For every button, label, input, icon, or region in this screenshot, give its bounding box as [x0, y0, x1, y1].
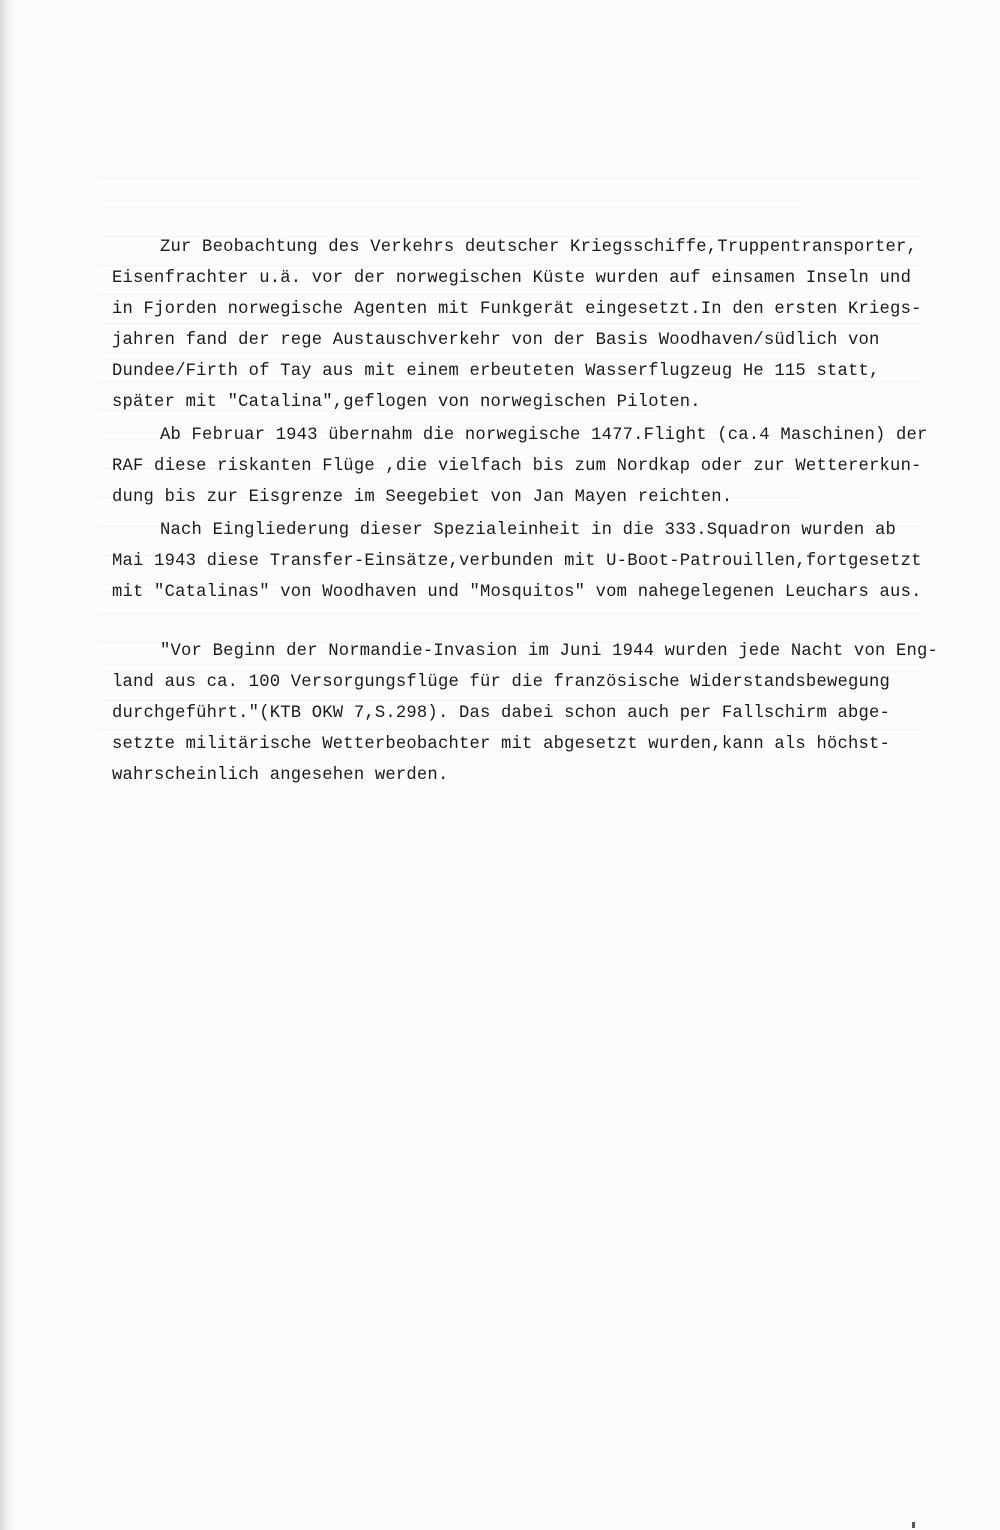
text-line: wahrscheinlich angesehen werden.: [112, 766, 449, 785]
text-line: Nach Eingliederung dieser Spezialeinheit in die 333.Squadron wurden ab: [160, 521, 896, 540]
paragraph-1: [112, 232, 982, 418]
text-line: später mit "Catalina",geflogen von norwegischen Piloten.: [112, 393, 701, 412]
text-line: dung bis zur Eisgrenze im Seegebiet von Jan Mayen reichten.: [112, 488, 733, 507]
text-line: "Vor Beginn der Normandie-Invasion im Juni 1944 wurden jede Nacht von Eng-: [160, 642, 939, 661]
page-corner-mark: [912, 1522, 915, 1528]
text-line: Dundee/Firth of Tay aus mit einem erbeuteten Wasserflugzeug He 115 statt,: [112, 362, 880, 381]
text-line: mit "Catalinas" von Woodhaven und "Mosquitos" vom nahegelegenen Leuchars aus.: [112, 583, 922, 602]
body-text: [112, 232, 982, 791]
text-line: jahren fand der rege Austauschverkehr von der Basis Woodhaven/südlich von: [112, 331, 880, 350]
text-line: Ab Februar 1943 übernahm die norwegische 1477.Flight (ca.4 Maschinen) der: [160, 426, 928, 445]
text-line: in Fjorden norwegische Agenten mit Funkgerät eingesetzt.In den ersten Kriegs-: [112, 300, 922, 319]
page-edge-shadow: [0, 0, 14, 1530]
text-line: RAF diese riskanten Flüge ,die vielfach bis zum Nordkap oder zur Wettererkun-: [112, 457, 922, 476]
paragraph-4: [112, 636, 982, 791]
text-line: Mai 1943 diese Transfer-Einsätze,verbunden mit U-Boot-Patrouillen,fortgesetzt: [112, 552, 922, 571]
text-line: land aus ca. 100 Versorgungsflüge für die französische Widerstandsbewegung: [112, 673, 891, 692]
paragraph-3: [112, 515, 982, 608]
text-line: durchgeführt."(KTB OKW 7,S.298). Das dabei schon auch per Fallschirm abge-: [112, 704, 891, 723]
text-line: Eisenfrachter u.ä. vor der norwegischen Küste wurden auf einsamen Inseln und: [112, 269, 912, 288]
text-line: Zur Beobachtung des Verkehrs deutscher Kriegsschiffe,Truppentransporter,: [160, 238, 918, 257]
paragraph-2: [112, 420, 982, 513]
text-line: setzte militärische Wetterbeobachter mit abgesetzt wurden,kann als höchst-: [112, 735, 891, 754]
